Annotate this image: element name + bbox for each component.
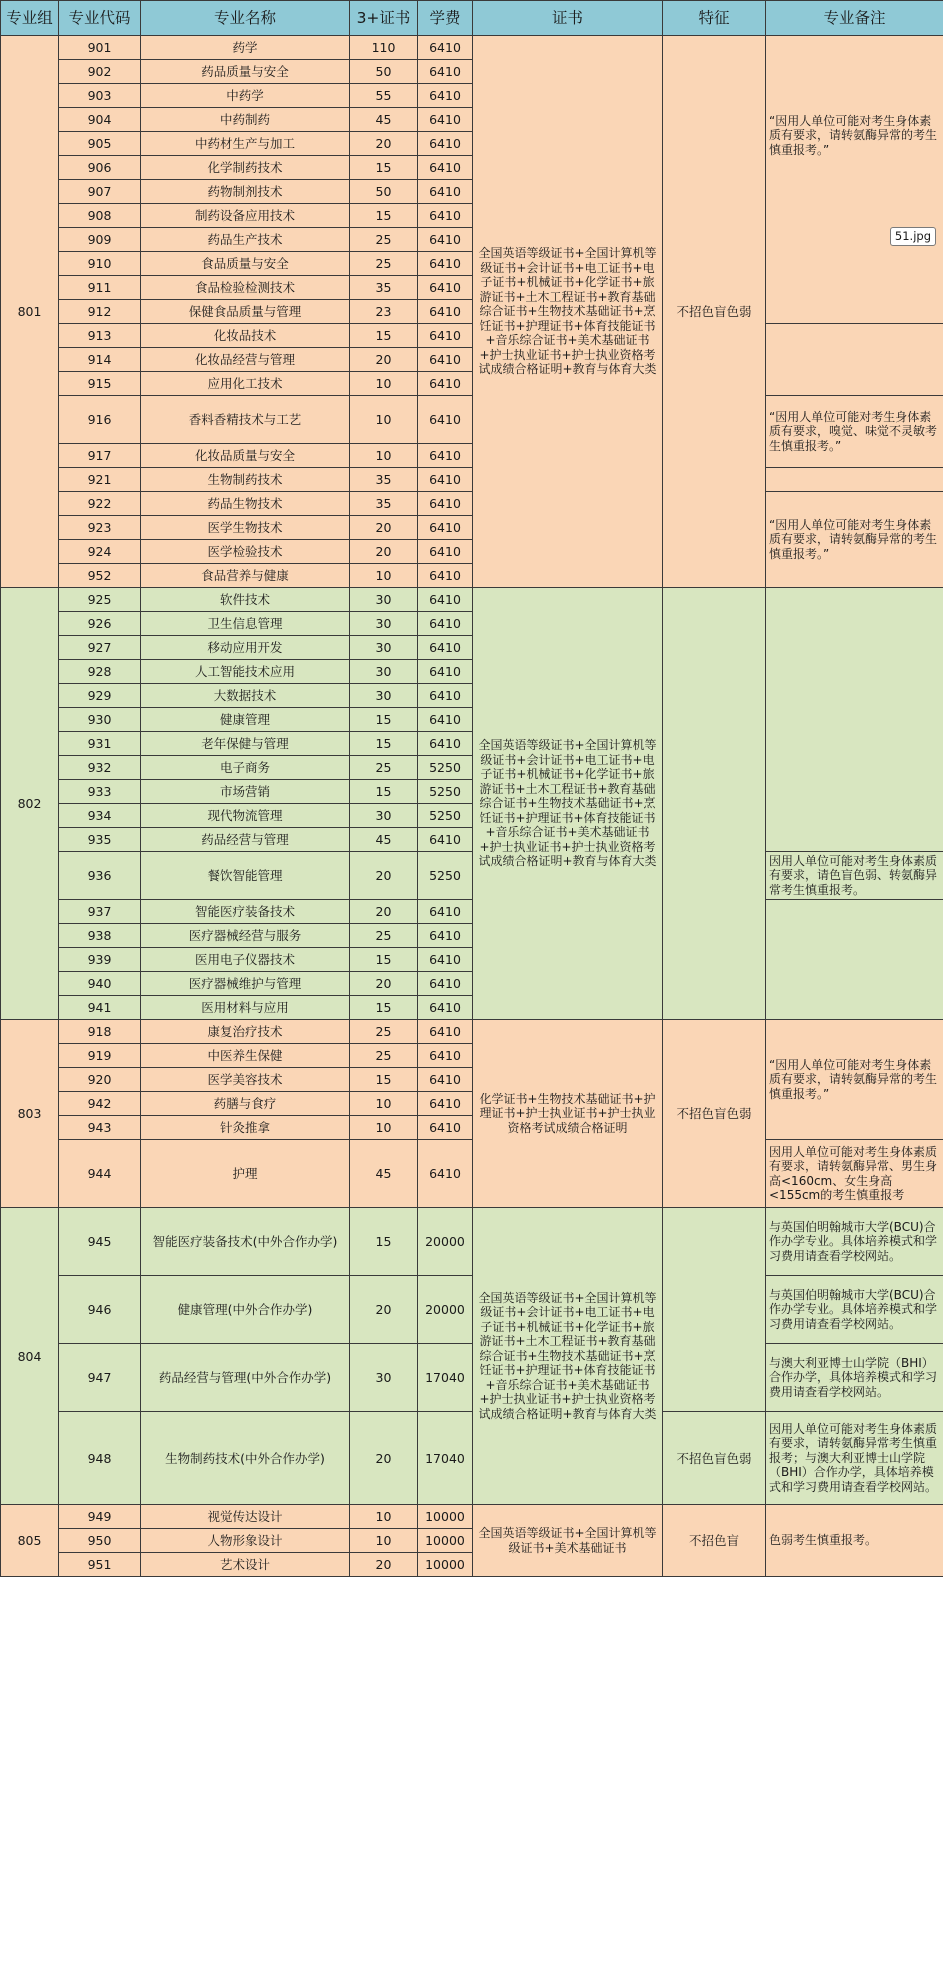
major-code: 937 <box>59 900 141 924</box>
major-fee: 5250 <box>418 804 473 828</box>
major-code: 915 <box>59 372 141 396</box>
note-blank <box>766 588 943 852</box>
major-name: 医学生物技术 <box>141 516 350 540</box>
major-code: 910 <box>59 252 141 276</box>
header-row <box>1 1 943 36</box>
major-code: 942 <box>59 1092 141 1116</box>
major-fee: 6410 <box>418 204 473 228</box>
header-code: 专业代码 <box>59 1 141 36</box>
header-group: 专业组 <box>1 1 59 36</box>
major-quota: 50 <box>350 180 418 204</box>
major-code: 914 <box>59 348 141 372</box>
major-fee: 10000 <box>418 1553 473 1577</box>
major-quota: 35 <box>350 468 418 492</box>
note-blank <box>766 324 943 396</box>
table-row <box>1 1505 943 1529</box>
cert-requirements: 化学证书+生物技术基础证书+护理证书+护士执业证书+护士执业资格考试成绩合格证明 <box>473 1020 663 1208</box>
major-code: 933 <box>59 780 141 804</box>
major-fee: 6410 <box>418 468 473 492</box>
header-name: 专业名称 <box>141 1 350 36</box>
major-code: 916 <box>59 396 141 444</box>
major-code: 920 <box>59 1068 141 1092</box>
major-code: 928 <box>59 660 141 684</box>
group-id: 803 <box>1 1020 59 1208</box>
major-quota: 10 <box>350 1505 418 1529</box>
major-quota: 25 <box>350 228 418 252</box>
major-name: 人物形象设计 <box>141 1529 350 1553</box>
feature-cell: 不招色盲色弱 <box>663 36 766 588</box>
note-text: 色弱考生慎重报考。 <box>769 1533 878 1548</box>
note-text: 因用人单位可能对考生身体素质有要求，请转氨酶异常考生慎重报考；与澳大利亚博士山学院（BHI）合作办学，具体培养模式和学习费用请查看学校网站。 <box>769 1421 938 1494</box>
major-fee: 6410 <box>418 612 473 636</box>
table-row <box>1 468 943 492</box>
major-code: 908 <box>59 204 141 228</box>
major-name: 康复治疗技术 <box>141 1020 350 1044</box>
major-quota: 45 <box>350 828 418 852</box>
major-name: 移动应用开发 <box>141 636 350 660</box>
major-fee: 6410 <box>418 108 473 132</box>
major-name: 香料香精技术与工艺 <box>141 396 350 444</box>
major-name: 医用材料与应用 <box>141 996 350 1020</box>
note-text: “因用人单位可能对考生身体素质有要求，嗅觉、味觉不灵敏考生慎重报考。” <box>769 409 938 453</box>
major-quota: 30 <box>350 588 418 612</box>
major-fee: 17040 <box>418 1412 473 1505</box>
major-code: 943 <box>59 1116 141 1140</box>
major-code: 952 <box>59 564 141 588</box>
table-row <box>1 852 943 900</box>
major-name: 食品检验检测技术 <box>141 276 350 300</box>
major-quota: 30 <box>350 660 418 684</box>
major-quota: 15 <box>350 156 418 180</box>
major-name: 医疗器械维护与管理 <box>141 972 350 996</box>
major-code: 938 <box>59 924 141 948</box>
major-quota: 20 <box>350 972 418 996</box>
major-code: 950 <box>59 1529 141 1553</box>
major-quota: 10 <box>350 1092 418 1116</box>
major-fee: 6410 <box>418 564 473 588</box>
major-fee: 6410 <box>418 1140 473 1208</box>
major-fee: 10000 <box>418 1505 473 1529</box>
table-row <box>1 492 943 516</box>
major-code: 934 <box>59 804 141 828</box>
major-name: 现代物流管理 <box>141 804 350 828</box>
major-fee: 6410 <box>418 588 473 612</box>
major-quota: 23 <box>350 300 418 324</box>
table-row <box>1 1412 943 1505</box>
major-fee: 20000 <box>418 1208 473 1276</box>
major-fee: 6410 <box>418 324 473 348</box>
major-fee: 6410 <box>418 396 473 444</box>
cert-requirements: 全国英语等级证书+全国计算机等级证书+美术基础证书 <box>473 1505 663 1577</box>
major-name: 中药制药 <box>141 108 350 132</box>
note-cell <box>766 1276 943 1344</box>
note-text: 与英国伯明翰城市大学(BCU)合作办学专业。具体培养模式和学习费用请查看学校网站。 <box>769 1287 938 1331</box>
major-quota: 30 <box>350 636 418 660</box>
note-cell <box>766 492 943 588</box>
major-code: 925 <box>59 588 141 612</box>
table-row <box>1 324 943 348</box>
major-fee: 6410 <box>418 708 473 732</box>
major-quota: 55 <box>350 84 418 108</box>
major-code: 951 <box>59 1553 141 1577</box>
major-quota: 20 <box>350 516 418 540</box>
note-cell <box>766 36 943 324</box>
note-text: “因用人单位可能对考生身体素质有要求，请转氨酶异常的考生慎重报考。” <box>769 517 938 561</box>
major-quota: 25 <box>350 756 418 780</box>
major-fee: 6410 <box>418 636 473 660</box>
major-quota: 30 <box>350 1344 418 1412</box>
major-quota: 10 <box>350 372 418 396</box>
table-row <box>1 1020 943 1044</box>
major-name: 化学制药技术 <box>141 156 350 180</box>
major-name: 健康管理 <box>141 708 350 732</box>
major-code: 922 <box>59 492 141 516</box>
major-quota: 10 <box>350 1116 418 1140</box>
major-code: 931 <box>59 732 141 756</box>
note-text: 与英国伯明翰城市大学(BCU)合作办学专业。具体培养模式和学习费用请查看学校网站。 <box>769 1219 938 1263</box>
major-fee: 6410 <box>418 276 473 300</box>
major-fee: 6410 <box>418 444 473 468</box>
major-fee: 6410 <box>418 372 473 396</box>
major-quota: 15 <box>350 708 418 732</box>
major-quota: 20 <box>350 348 418 372</box>
group-id: 802 <box>1 588 59 1020</box>
table-row <box>1 1208 943 1276</box>
major-code: 923 <box>59 516 141 540</box>
major-code: 948 <box>59 1412 141 1505</box>
major-fee: 6410 <box>418 60 473 84</box>
major-quota: 10 <box>350 1529 418 1553</box>
major-code: 911 <box>59 276 141 300</box>
feature-cell: 不招色盲色弱 <box>663 1412 766 1505</box>
major-name: 健康管理(中外合作办学) <box>141 1276 350 1344</box>
major-quota: 35 <box>350 492 418 516</box>
table-row <box>1 36 943 60</box>
major-code: 919 <box>59 1044 141 1068</box>
major-quota: 45 <box>350 1140 418 1208</box>
major-fee: 10000 <box>418 1529 473 1553</box>
header-quota: 3+证书 <box>350 1 418 36</box>
major-quota: 20 <box>350 132 418 156</box>
major-name: 中药材生产与加工 <box>141 132 350 156</box>
header-cert: 证书 <box>473 1 663 36</box>
major-quota: 10 <box>350 396 418 444</box>
major-fee: 6410 <box>418 996 473 1020</box>
major-quota: 30 <box>350 684 418 708</box>
major-fee: 6410 <box>418 1044 473 1068</box>
major-code: 913 <box>59 324 141 348</box>
major-quota: 20 <box>350 852 418 900</box>
major-code: 945 <box>59 1208 141 1276</box>
image-attachment-tag[interactable]: 51.jpg <box>890 227 936 246</box>
major-code: 921 <box>59 468 141 492</box>
major-code: 929 <box>59 684 141 708</box>
major-name: 视觉传达设计 <box>141 1505 350 1529</box>
group-id: 804 <box>1 1208 59 1505</box>
major-quota: 25 <box>350 924 418 948</box>
major-fee: 6410 <box>418 900 473 924</box>
major-name: 中药学 <box>141 84 350 108</box>
major-code: 907 <box>59 180 141 204</box>
note-cell <box>766 1208 943 1276</box>
major-name: 药膳与食疗 <box>141 1092 350 1116</box>
major-fee: 6410 <box>418 660 473 684</box>
major-fee: 6410 <box>418 972 473 996</box>
major-fee: 6410 <box>418 732 473 756</box>
cert-requirements: 全国英语等级证书+全国计算机等级证书+会计证书+电工证书+电子证书+机械证书+化学证书+旅游证书+土木工程证书+教育基础综合证书+生物技术基础证书+烹饪证书+护理证书+体育技能证书+音乐综合证书+美术基础证书+护士执业证书+护士执业资格考试成绩合格证明+教育与体育大类 <box>473 36 663 588</box>
major-code: 947 <box>59 1344 141 1412</box>
major-code: 932 <box>59 756 141 780</box>
major-fee: 6410 <box>418 492 473 516</box>
major-name: 医学检验技术 <box>141 540 350 564</box>
major-name: 药品经营与管理 <box>141 828 350 852</box>
major-code: 918 <box>59 1020 141 1044</box>
major-code: 940 <box>59 972 141 996</box>
major-name: 软件技术 <box>141 588 350 612</box>
major-quota: 20 <box>350 900 418 924</box>
major-fee: 6410 <box>418 1068 473 1092</box>
group-id: 805 <box>1 1505 59 1577</box>
major-name: 药品经营与管理(中外合作办学) <box>141 1344 350 1412</box>
feature-blank <box>663 588 766 1020</box>
group-id: 801 <box>1 36 59 588</box>
major-name: 电子商务 <box>141 756 350 780</box>
major-quota: 30 <box>350 612 418 636</box>
major-quota: 15 <box>350 1208 418 1276</box>
major-name: 化妆品经营与管理 <box>141 348 350 372</box>
header-note: 专业备注 <box>766 1 943 36</box>
note-cell <box>766 1505 943 1577</box>
major-name: 药品生物技术 <box>141 492 350 516</box>
major-name: 保健食品质量与管理 <box>141 300 350 324</box>
major-name: 智能医疗装备技术(中外合作办学) <box>141 1208 350 1276</box>
major-code: 917 <box>59 444 141 468</box>
major-fee: 6410 <box>418 516 473 540</box>
major-name: 药品生产技术 <box>141 228 350 252</box>
note-blank <box>766 900 943 1020</box>
major-code: 912 <box>59 300 141 324</box>
major-name: 艺术设计 <box>141 1553 350 1577</box>
major-name: 针灸推拿 <box>141 1116 350 1140</box>
major-name: 老年保健与管理 <box>141 732 350 756</box>
major-fee: 6410 <box>418 36 473 60</box>
header-feature: 特征 <box>663 1 766 36</box>
major-fee: 5250 <box>418 756 473 780</box>
major-fee: 6410 <box>418 684 473 708</box>
major-quota: 15 <box>350 948 418 972</box>
major-quota: 15 <box>350 996 418 1020</box>
major-fee: 17040 <box>418 1344 473 1412</box>
major-code: 924 <box>59 540 141 564</box>
major-quota: 110 <box>350 36 418 60</box>
note-cell <box>766 1020 943 1140</box>
major-quota: 20 <box>350 1553 418 1577</box>
major-quota: 50 <box>350 60 418 84</box>
header-fee: 学费 <box>418 1 473 36</box>
major-code: 903 <box>59 84 141 108</box>
major-fee: 6410 <box>418 132 473 156</box>
major-name: 药学 <box>141 36 350 60</box>
note-blank <box>766 468 943 492</box>
major-quota: 15 <box>350 204 418 228</box>
major-name: 卫生信息管理 <box>141 612 350 636</box>
major-code: 926 <box>59 612 141 636</box>
major-quota: 45 <box>350 108 418 132</box>
major-fee: 6410 <box>418 84 473 108</box>
major-code: 946 <box>59 1276 141 1344</box>
major-code: 930 <box>59 708 141 732</box>
table-row <box>1 1276 943 1344</box>
table-row <box>1 396 943 444</box>
major-quota: 35 <box>350 276 418 300</box>
note-text: 因用人单位可能对考生身体素质有要求，请转氨酶异常、男生身高<160cm、女生身高<155cm的考生慎重报考 <box>769 1144 938 1202</box>
major-fee: 6410 <box>418 1116 473 1140</box>
major-name: 应用化工技术 <box>141 372 350 396</box>
major-code: 927 <box>59 636 141 660</box>
major-fee: 5250 <box>418 780 473 804</box>
note-text: 与澳大利亚博士山学院（BHI）合作办学，具体培养模式和学习费用请查看学校网站。 <box>769 1355 938 1399</box>
major-name: 智能医疗装备技术 <box>141 900 350 924</box>
major-name: 人工智能技术应用 <box>141 660 350 684</box>
major-name: 化妆品质量与安全 <box>141 444 350 468</box>
major-code: 939 <box>59 948 141 972</box>
major-name: 中医养生保健 <box>141 1044 350 1068</box>
major-quota: 30 <box>350 804 418 828</box>
major-quota: 15 <box>350 324 418 348</box>
major-fee: 6410 <box>418 156 473 180</box>
table-row <box>1 1344 943 1412</box>
major-code: 936 <box>59 852 141 900</box>
major-name: 药物制剂技术 <box>141 180 350 204</box>
major-code: 905 <box>59 132 141 156</box>
major-quota: 15 <box>350 1068 418 1092</box>
note-cell <box>766 1140 943 1208</box>
major-name: 大数据技术 <box>141 684 350 708</box>
major-fee: 6410 <box>418 948 473 972</box>
note-cell <box>766 396 943 468</box>
major-code: 901 <box>59 36 141 60</box>
table-row <box>1 588 943 612</box>
major-quota: 20 <box>350 1276 418 1344</box>
major-name: 生物制药技术 <box>141 468 350 492</box>
major-name: 医用电子仪器技术 <box>141 948 350 972</box>
major-fee: 5250 <box>418 852 473 900</box>
major-code: 935 <box>59 828 141 852</box>
note-text: “因用人单位可能对考生身体素质有要求，请转氨酶异常的考生慎重报考。” <box>769 1057 938 1101</box>
major-quota: 25 <box>350 252 418 276</box>
cert-requirements: 全国英语等级证书+全国计算机等级证书+会计证书+电工证书+电子证书+机械证书+化学证书+旅游证书+土木工程证书+教育基础综合证书+生物技术基础证书+烹饪证书+护理证书+体育技能证书+音乐综合证书+美术基础证书+护士执业证书+护士执业资格考试成绩合格证明+教育与体育大类 <box>473 588 663 1020</box>
major-code: 904 <box>59 108 141 132</box>
note-cell <box>766 1344 943 1412</box>
major-quota: 20 <box>350 1412 418 1505</box>
major-fee: 20000 <box>418 1276 473 1344</box>
major-quota: 25 <box>350 1020 418 1044</box>
major-code: 909 <box>59 228 141 252</box>
major-name: 护理 <box>141 1140 350 1208</box>
major-name: 市场营销 <box>141 780 350 804</box>
major-fee: 6410 <box>418 924 473 948</box>
major-code: 949 <box>59 1505 141 1529</box>
attachment-wrap <box>769 227 940 246</box>
major-fee: 6410 <box>418 828 473 852</box>
major-code: 944 <box>59 1140 141 1208</box>
cert-requirements: 全国英语等级证书+全国计算机等级证书+会计证书+电工证书+电子证书+机械证书+化学证书+旅游证书+土木工程证书+教育基础综合证书+生物技术基础证书+烹饪证书+护理证书+体育技能证书+音乐综合证书+美术基础证书+护士执业证书+护士执业资格考试成绩合格证明+教育与体育大类 <box>473 1208 663 1505</box>
major-fee: 6410 <box>418 228 473 252</box>
major-fee: 6410 <box>418 180 473 204</box>
major-quota: 15 <box>350 732 418 756</box>
major-name: 食品营养与健康 <box>141 564 350 588</box>
major-name: 食品质量与安全 <box>141 252 350 276</box>
major-name: 餐饮智能管理 <box>141 852 350 900</box>
feature-cell: 不招色盲 <box>663 1505 766 1577</box>
major-fee: 6410 <box>418 252 473 276</box>
major-code: 902 <box>59 60 141 84</box>
table-row <box>1 1140 943 1208</box>
major-fee: 6410 <box>418 300 473 324</box>
major-quota: 20 <box>350 540 418 564</box>
major-name: 生物制药技术(中外合作办学) <box>141 1412 350 1505</box>
major-fee: 6410 <box>418 1092 473 1116</box>
note-cell <box>766 852 943 900</box>
major-fee: 6410 <box>418 540 473 564</box>
note-text: 因用人单位可能对考生身体素质有要求，请色盲色弱、转氨酶异常考生慎重报考。 <box>769 853 938 897</box>
feature-cell: 不招色盲色弱 <box>663 1020 766 1208</box>
major-quota: 10 <box>350 564 418 588</box>
major-name: 医疗器械经营与服务 <box>141 924 350 948</box>
feature-blank <box>663 1208 766 1412</box>
table-row <box>1 900 943 924</box>
major-fee: 6410 <box>418 1020 473 1044</box>
major-quota: 15 <box>350 780 418 804</box>
major-quota: 25 <box>350 1044 418 1068</box>
note-cell <box>766 1412 943 1505</box>
major-name: 化妆品技术 <box>141 324 350 348</box>
major-fee: 6410 <box>418 348 473 372</box>
major-quota: 10 <box>350 444 418 468</box>
note-text: “因用人单位可能对考生身体素质有要求，请转氨酶异常的考生慎重报考。” <box>769 113 938 157</box>
major-code: 906 <box>59 156 141 180</box>
major-name: 制药设备应用技术 <box>141 204 350 228</box>
major-name: 药品质量与安全 <box>141 60 350 84</box>
major-code: 941 <box>59 996 141 1020</box>
major-name: 医学美容技术 <box>141 1068 350 1092</box>
